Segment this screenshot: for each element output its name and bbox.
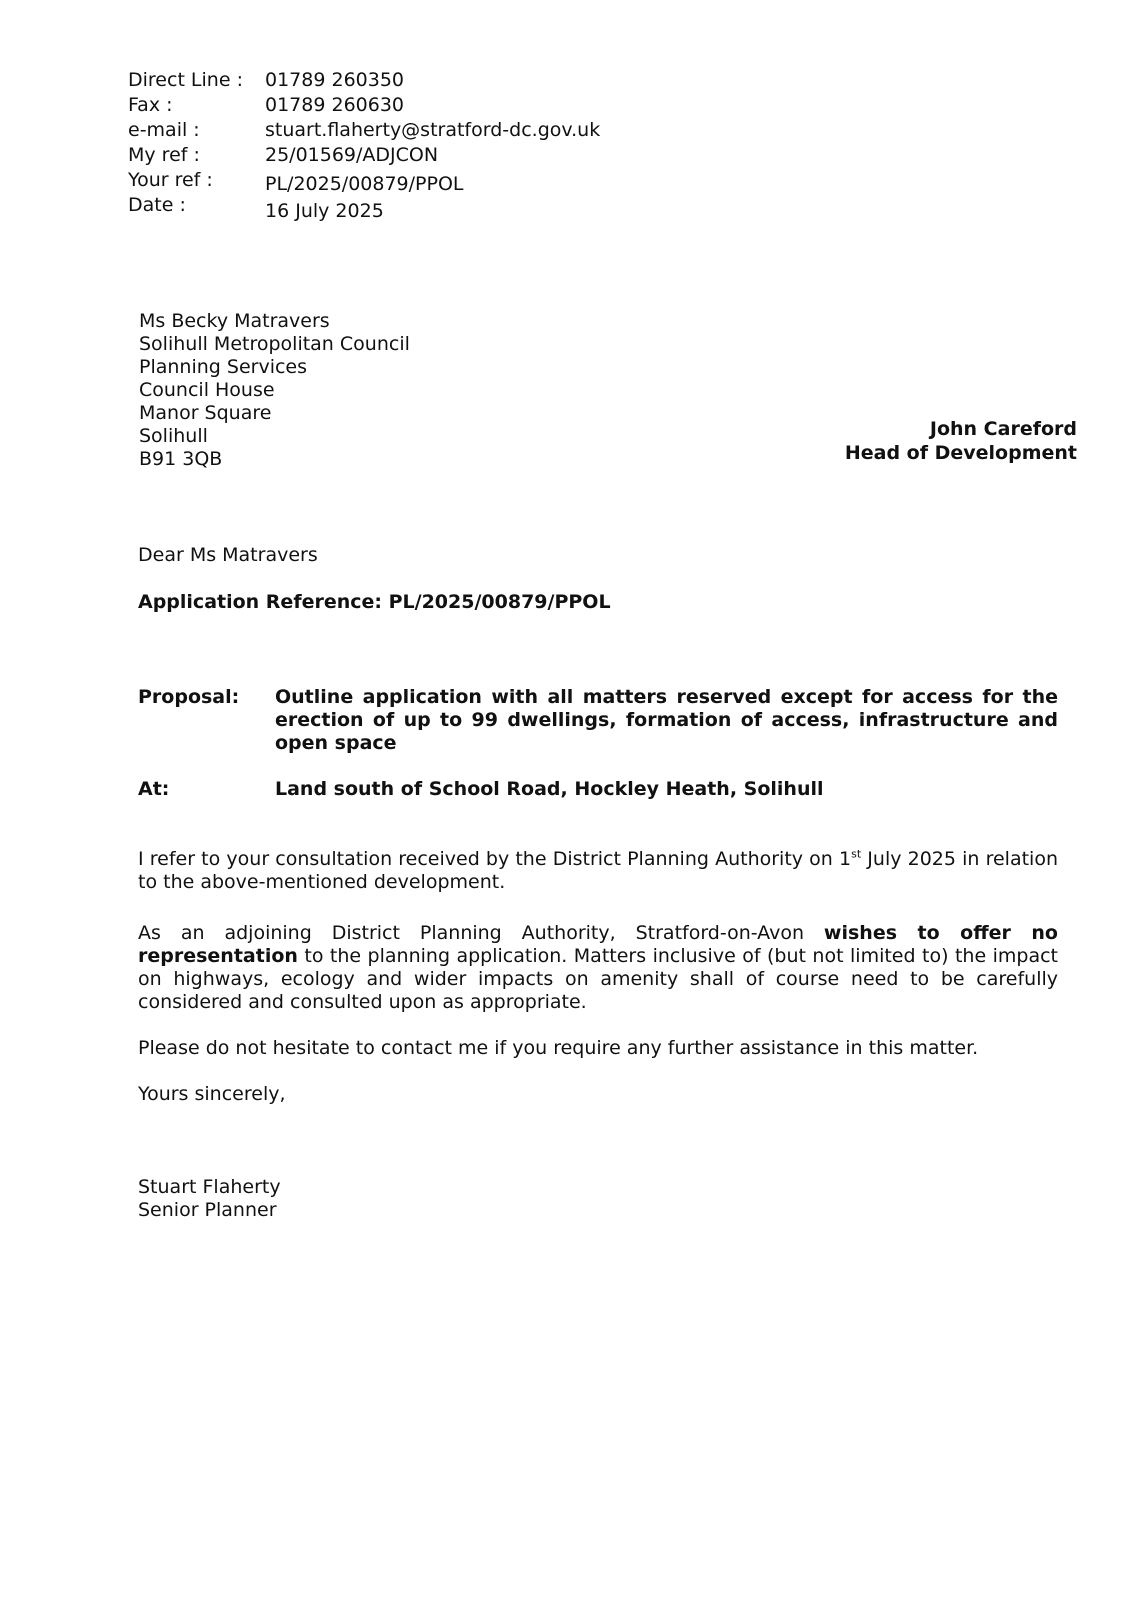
email-value: stuart.flaherty@stratford-dc.gov.uk — [265, 119, 601, 141]
ordinal-suffix: st — [851, 847, 862, 861]
direct-line-value: 01789 260350 — [265, 69, 405, 91]
email-label: e-mail : — [128, 119, 200, 141]
signature-block — [138, 1176, 1058, 1222]
recipient-town: Solihull — [139, 425, 208, 447]
recipient-department: Planning Services — [139, 356, 308, 378]
recipient-street: Manor Square — [139, 402, 272, 424]
officer-block — [845, 418, 1077, 466]
recipient-name: Ms Becky Matravers — [139, 310, 330, 332]
contact-row-fax — [128, 93, 600, 118]
representation-decision: wishes to offer no representation — [138, 922, 1058, 967]
paragraph-consultation — [138, 848, 1058, 894]
my-ref-label: My ref : — [128, 144, 200, 166]
recipient-address — [139, 310, 410, 471]
proposal-row — [138, 686, 1058, 755]
officer-name: John Careford — [929, 418, 1077, 440]
officer-title: Head of Development — [844, 442, 1077, 464]
recipient-organisation: Solihull Metropolitan Council — [139, 333, 410, 355]
paragraph-representation-end: to the planning application. Matters inclusive of (but not limited to) the impact on highways, ecology and wider impacts on amenity shall of course need to be carefully considered and consulted upon as appropriate. — [138, 945, 1058, 1013]
application-reference: Application Reference: PL/2025/00879/PPOL — [138, 591, 611, 613]
site-row — [138, 778, 1058, 801]
date-label: Date : — [128, 194, 186, 216]
contact-row-my-ref — [128, 143, 600, 168]
recipient-postcode: B91 3QB — [139, 448, 223, 470]
your-ref-label: Your ref : — [128, 169, 213, 191]
paragraph-contact: Please do not hesitate to contact me if you require any further assistance in this matter. — [138, 1037, 979, 1059]
paragraph-representation-start: As an adjoining District Planning Authority, Stratford-on-Avon — [138, 922, 824, 944]
signatory-name: Stuart Flaherty — [138, 1176, 281, 1198]
paragraph-consultation-end: July 2025 in relation to the above-mentioned development. — [138, 848, 1058, 893]
proposal-label: Proposal: — [138, 686, 240, 708]
contact-row-your-ref — [128, 168, 600, 193]
my-ref-value: 25/01569/ADJCON — [265, 144, 439, 166]
closing: Yours sincerely, — [138, 1083, 286, 1105]
date-value: 16 July 2025 — [265, 200, 384, 222]
paragraph-representation — [138, 922, 1058, 1014]
recipient-building: Council House — [139, 379, 275, 401]
site-text: Land south of School Road, Hockley Heath, Solihull — [275, 778, 824, 800]
salutation: Dear Ms Matravers — [138, 544, 318, 566]
site-label: At: — [138, 778, 170, 800]
contact-row-email — [128, 118, 600, 143]
contact-row-direct-line — [128, 68, 600, 93]
contact-details — [128, 68, 601, 222]
paragraph-consultation-start: I refer to your consultation received by the District Planning Authority on 1 — [138, 848, 852, 870]
signatory-title: Senior Planner — [138, 1199, 277, 1221]
your-ref-value: PL/2025/00879/PPOL — [265, 173, 464, 195]
fax-label: Fax : — [128, 94, 173, 116]
fax-value: 01789 260630 — [265, 94, 405, 116]
proposal-text: Outline application with all matters reserved except for access for the erection of up to 99 dwellings, formation of access, infrastructure and open space — [275, 686, 1058, 754]
direct-line-label: Direct Line : — [128, 69, 243, 91]
